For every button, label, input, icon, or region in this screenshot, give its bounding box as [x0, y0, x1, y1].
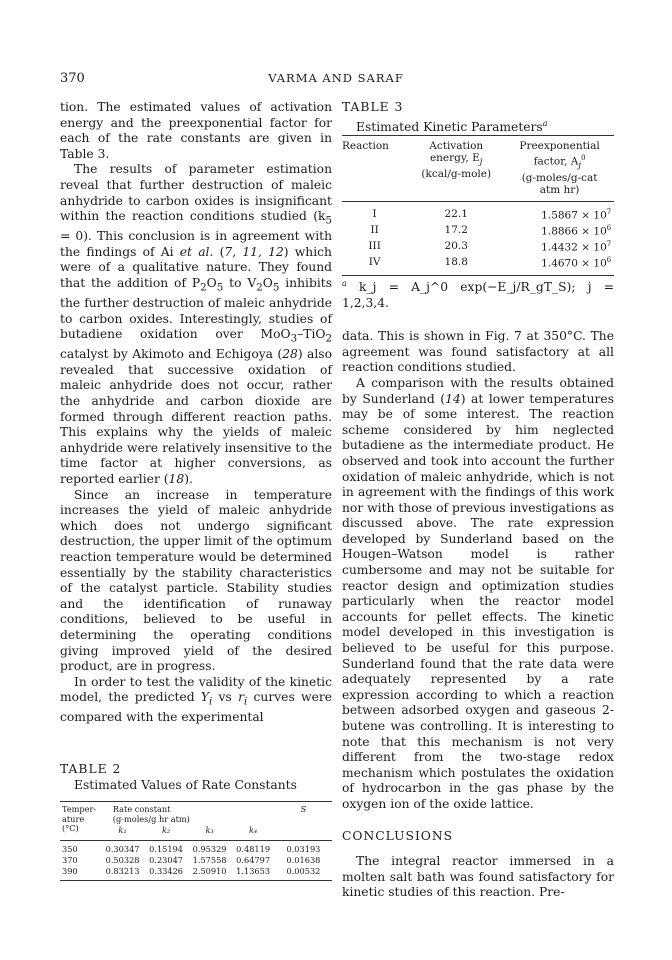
header-preexponential-factor: Preexponential factor, $A_j^0$ (g-moles/g-cat atm hr): [519, 140, 600, 196]
paragraph: A comparison with the results obtained by Sunderland (14) at lower temperatures may be of some interest. The reaction scheme considered by him neglected butadiene as the intermediate product. He observed and took into account the further oxidation of maleic anhydride, which is not in agreement with the findings of this work nor with those of previous investigations as discussed above. The rate expression developed by Sunderland based on the Hougen–Watson model is rather cumbersome and may not be suitable for reactor design and optimization studies particularly when the reactor model accounts for pellet effects. The kinetic model developed in this investigation is believed to be useful for this purpose. Sunderland found that the rate data were adequately represented by a rate expression according to which a reaction between adsorbed oxygen and gaseous 2-butene was controlling. It is interesting to note that this mechanism is not very different from the two-stage redox mechanism which postulates the oxidation of hydrocarbon in the gas phase by the oxygen ion of the oxide lattice.: [342, 375, 615, 811]
table-2-title: TABLE 2: [60, 761, 122, 776]
table-row: 350 0.30347 0.15194 0.95329 0.48119 0.03193: [60, 840, 332, 855]
paragraph: data. This is shown in Fig. 7 at 350°C. The agreement was found satisfactory at all reaction conditions studied.: [342, 329, 614, 375]
paragraph: tion. The estimated values of activation energy and the preexponential factor for each of the rate constants are given in Table 3.: [60, 100, 332, 161]
paragraph: Since an increase in temperature increases the yield of maleic anhydride which does not undergo significant destruction, the upper limit of the optimum reaction temperature would be determined essentially by the stability characteristics of the catalyst particle. Stability studies and the identification of runaway conditions, believed to be useful in determining the operating conditions giving improved yield of the desired product, are in progress.: [60, 487, 332, 674]
header-k3: k₃: [205, 825, 214, 836]
table-row: IV 18.8 $1.4670 \times 10^6$: [368, 255, 612, 270]
header-reaction: Reaction: [342, 140, 389, 153]
table-row: II 17.2 $1.8866 \times 10^6$: [370, 223, 612, 238]
header-rate-constant: Rate constant (g-moles/g hr atm): [112, 804, 190, 824]
table-3-footnote: $^a$ k_j = A_j^0 exp(−E_j/R_gT_S); j = 1,2,3,4.: [342, 278, 614, 310]
table-row: III 20.3 $1.4432 \times 10^7$: [368, 239, 612, 254]
paragraph: The results of parameter estimation reveal that further destruction of maleic anhydride to carbon oxides is insignificant within the reaction conditions studied $(k_5 = 0)$. This conclusion is in agreement with the findings of Ai et al. (7, 11, 12) which were of a qualitative nature. They found that the addition of $P_2O_5$ to $V_2O_5$ inhibits the further destruction of maleic anhydride to carbon oxides. Interestingly, studies of butadiene oxidation over MoO$_3$–TiO$_2$ catalyst by Akimoto and Echigoya (28) also revealed that successive oxidation of maleic anhydride does not occur, rather the anhydride and carbon dioxide are formed through different reaction paths. This explains why the yields of maleic anhydride were relatively insensitive to the time factor at higher conversions, as reported earlier (18).: [60, 162, 333, 487]
header-k2: k₂: [161, 825, 171, 836]
table-2: [60, 762, 332, 881]
header-activation-energy: Activation energy, $E_j$ (kcal/g-mole): [421, 140, 492, 181]
table-3: [342, 100, 614, 311]
header-temperature: Temper- ature (°C): [62, 804, 97, 834]
table-3-caption: Estimated Kinetic Parameters$^a$: [356, 118, 548, 134]
header-s: S: [300, 804, 307, 815]
header-k1: k₁: [118, 825, 127, 836]
rate-constant-table: [60, 802, 332, 881]
right-column: [342, 100, 614, 901]
table-row: 390 0.83213 0.33426 2.50910 1.13653 0.00532: [60, 866, 332, 881]
table-2-caption: Estimated Values of Rate Constants: [74, 777, 297, 792]
table-row: I 22.1 $1.5867 \times 10^7$: [342, 201, 614, 222]
conclusions-heading: CONCLUSIONS: [342, 828, 454, 843]
left-column: [60, 100, 332, 881]
paragraph: The integral reactor immersed in a molten salt bath was found satisfactory for kinetic studies of this reaction. Pre-: [342, 854, 614, 900]
table-row: 370 0.50328 0.23047 1.57558 0.64797 0.01638: [62, 854, 321, 865]
page-number: 370: [60, 71, 85, 86]
running-head: VARMA AND SARAF: [268, 71, 404, 85]
kinetic-parameters-table: [342, 136, 614, 275]
right-text: [342, 329, 614, 901]
table-3-title: TABLE 3: [342, 100, 404, 114]
paragraph: In order to test the validity of the kinetic model, the predicted $Y_i$ vs $r_i$ curves were compared with the experimental: [60, 674, 333, 725]
header-k4: k₄: [248, 825, 258, 836]
